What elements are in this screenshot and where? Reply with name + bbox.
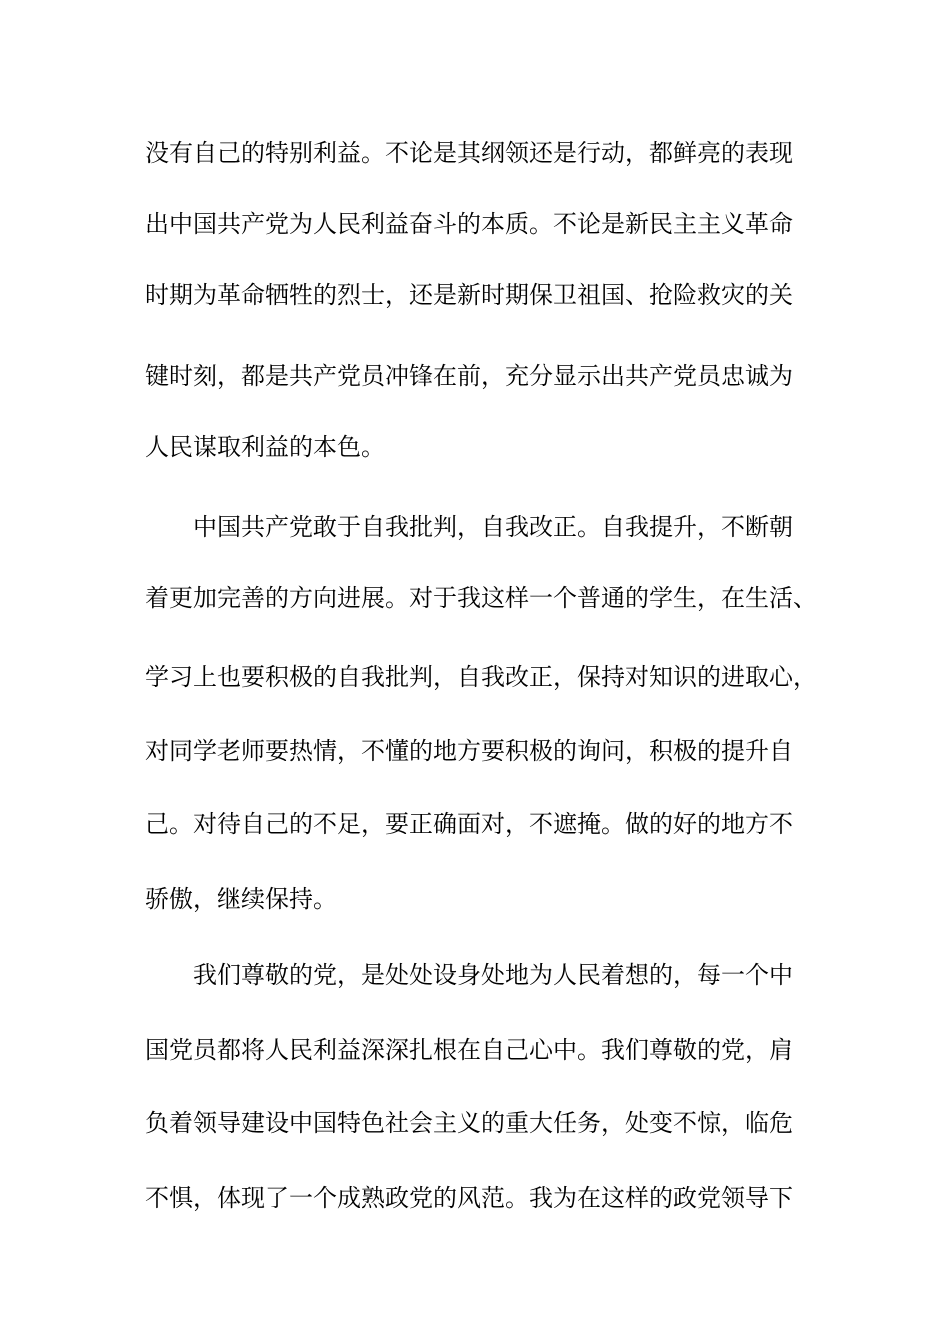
text-line: 着更加完善的方向进展。对于我这样一个普通的学生，在生活、 [145, 584, 817, 612]
paragraph-first-line: 中国共产党敢于自我批判，自我改正。自我提升，不断朝 [193, 513, 793, 541]
text-line: 没有自己的特别利益。不论是其纲领还是行动，都鲜亮的表现 [145, 139, 793, 167]
text-line: 学习上也要积极的自我批判，自我改正，保持对知识的进取心， [145, 663, 817, 691]
text-line: 时期为革命牺牲的烈士，还是新时期保卫祖国、抢险救灾的关 [145, 281, 793, 309]
text-line: 不惧，体现了一个成熟政党的风范。我为在这样的政党领导下 [145, 1184, 793, 1212]
text-line: 对同学老师要热情，不懂的地方要积极的询问，积极的提升自 [145, 737, 793, 765]
text-line: 负着领导建设中国特色社会主义的重大任务，处变不惊，临危 [145, 1109, 793, 1137]
text-line: 人民谋取利益的本色。 [145, 433, 385, 461]
text-line: 国党员都将人民利益深深扎根在自己心中。我们尊敬的党，肩 [145, 1036, 793, 1064]
paragraph-first-line: 我们尊敬的党，是处处设身处地为人民着想的，每一个中 [193, 961, 793, 989]
text-line: 己。对待自己的不足，要正确面对，不遮掩。做的好的地方不 [145, 810, 793, 838]
text-line: 骄傲，继续保持。 [145, 885, 337, 913]
text-line: 键时刻，都是共产党员冲锋在前，充分显示出共产党员忠诚为 [145, 362, 793, 390]
text-line: 出中国共产党为人民利益奋斗的本质。不论是新民主主义革命 [145, 210, 793, 238]
